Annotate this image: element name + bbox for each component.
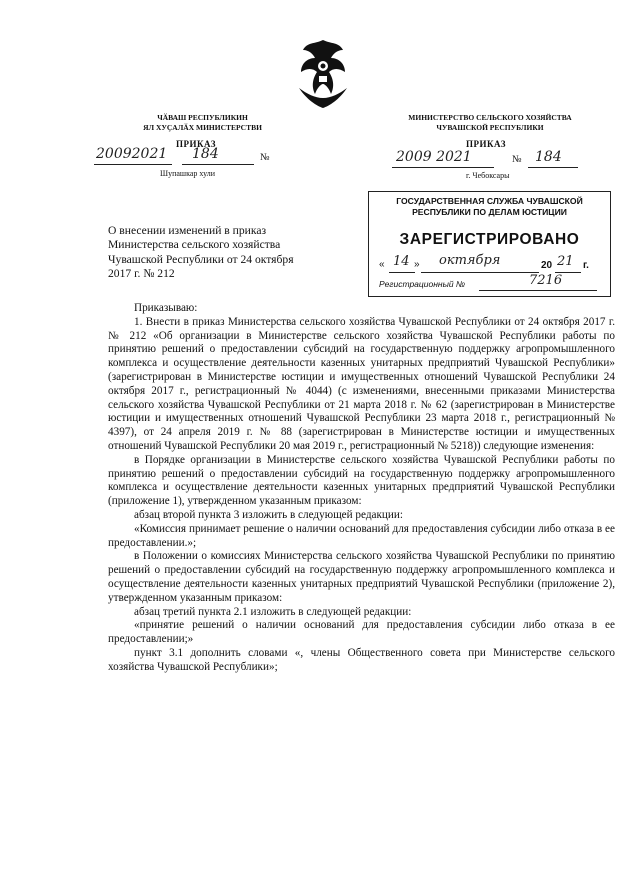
header-right-date: 2009 2021: [396, 149, 472, 165]
paragraph-order-word: Приказываю:: [134, 302, 198, 314]
paragraph-6: абзац третий пункта 2.1 изложить в следующей редакции:: [134, 605, 412, 618]
paragraph-8: пункт 3.1 дополнить словами «, члены Общественного совета при Министерстве сельского хозяйства Чувашской Республики»;: [108, 646, 615, 673]
paragraph-3: абзац второй пункта 3 изложить в следующей редакции:: [134, 508, 404, 521]
document-title: [108, 224, 358, 281]
header-right-line-2: ЧУВАШСКОЙ РЕСПУБЛИКИ: [436, 123, 544, 132]
header-left-organization: [120, 113, 285, 133]
stamp-year-suffix: 21: [557, 254, 574, 269]
paragraph-2: в Порядке организации в Министерстве сельского хозяйства Чувашской Республики работы по принятию решений о предоставлении субсидий на государственную поддержку агропромышленного комплекса и осуществление деятельности казенных унитарных предприятий Чувашской Республики (приложение 1), утвержденном указанным приказом:: [108, 453, 615, 508]
header-right-date-underline: [392, 167, 494, 168]
header-right-line-1: МИНИСТЕРСТВО СЕЛЬСКОГО ХОЗЯЙСТВА: [408, 113, 572, 122]
header-left-city: Шупашкар хули: [160, 169, 215, 178]
header-right-doc-word: ПРИКАЗ: [466, 139, 507, 149]
stamp-reg-number: 7216: [529, 273, 563, 288]
stamp-reg-row: [379, 273, 601, 292]
header-left-number: 184: [192, 146, 219, 162]
stamp-reg-label: Регистрационный №: [379, 279, 466, 289]
header-right-number-underline: [528, 167, 578, 168]
stamp-month: октября: [439, 253, 501, 268]
coat-of-arms-emblem: [293, 38, 353, 110]
paragraph-5: в Положении о комиссиях Министерства сельского хозяйства Чувашской Республики по принятию решений о предоставлении субсидий на государственную поддержку агропромышленного комплекса и осуществление деятельности казенных унитарных предприятий Чувашской Республики (приложение 2), утвержденном указанным приказом:: [108, 550, 615, 604]
header-left-line-2: ЯЛ ХУҪАЛӐХ МИНИСТЕРСТВИ: [143, 123, 262, 132]
stamp-year-prefix: 20: [541, 260, 553, 271]
paragraph-1: 1. Внести в приказ Министерства сельского хозяйства Чувашской Республики от 24 октября 2017 г. № 212 «Об организации в Министерстве сельского хозяйства Чувашской Республики работы по принятию решений о предоставлении субсидий на государственную поддержку агропромышленного комплекса и осуществление деятельности казенных унитарных предприятий Чувашской Республики» (зарегистрирован в Министерстве юстиции и имущественных отношений Чувашской Республики 24 октября 2017 г., регистрационный № 4044) (с изменениями, внесенными приказами Министерства сельского хозяйства Чувашской Республики от 21 марта 2018 г. № 62 (зарегистрирован в Министерстве юстиции и имущественных отношений Чувашской Республики 23 марта 2018 г., регистрационный № 4397), от 24 апреля 2019 г. № 88 (зарегистрирован в Министерстве юстиции и имущественных отношений Чувашской Республики 20 мая 2019 г., регистрационный № 5218)) следующие изменения:: [108, 315, 615, 452]
header-left-date-underline: [94, 164, 172, 165]
stamp-title: ЗАРЕГИСТРИРОВАНО: [399, 231, 580, 248]
stamp-year-unit: г.: [583, 260, 589, 271]
header-left-date: 20092021: [96, 146, 168, 162]
paragraph-7: «принятие решений о наличии оснований для предоставления субсидии либо отказа в ее предоставлении;»: [108, 619, 615, 646]
registration-stamp: [368, 191, 611, 297]
header-left-line-1: ЧӐВАШ РЕСПУБЛИКИН: [157, 113, 248, 122]
header-left-doc-word: ПРИКАЗ: [176, 139, 217, 149]
header-right-organization: [390, 113, 590, 133]
stamp-line-1: ГОСУДАРСТВЕННАЯ СЛУЖБА ЧУВАШСКОЙ: [396, 196, 583, 206]
title-line-1: О внесении изменений в приказ: [108, 224, 267, 237]
header-right-number-sign: №: [512, 154, 522, 165]
paragraph-4: «Комиссия принимает решение о наличии оснований для предоставления субсидии либо отказа в ее предоставлении.»;: [108, 522, 615, 549]
stamp-date-row: « 14 » октября 20 21 г.: [379, 253, 589, 271]
header-left-number-sign: №: [260, 152, 270, 163]
header-left-number-underline: [182, 164, 254, 165]
title-line-4: 2017 г. № 212: [108, 266, 175, 280]
title-line-2: Министерства сельского хозяйства: [108, 238, 281, 252]
header-right-city: г. Чебоксары: [466, 171, 510, 180]
stamp-line-2: РЕСПУБЛИКИ ПО ДЕЛАМ ЮСТИЦИИ: [412, 207, 567, 217]
title-line-3: Чувашской Республики от 24 октября: [108, 252, 294, 266]
stamp-day: 14: [393, 254, 410, 269]
order-body: [108, 302, 615, 675]
header-right-number: 184: [535, 149, 562, 165]
